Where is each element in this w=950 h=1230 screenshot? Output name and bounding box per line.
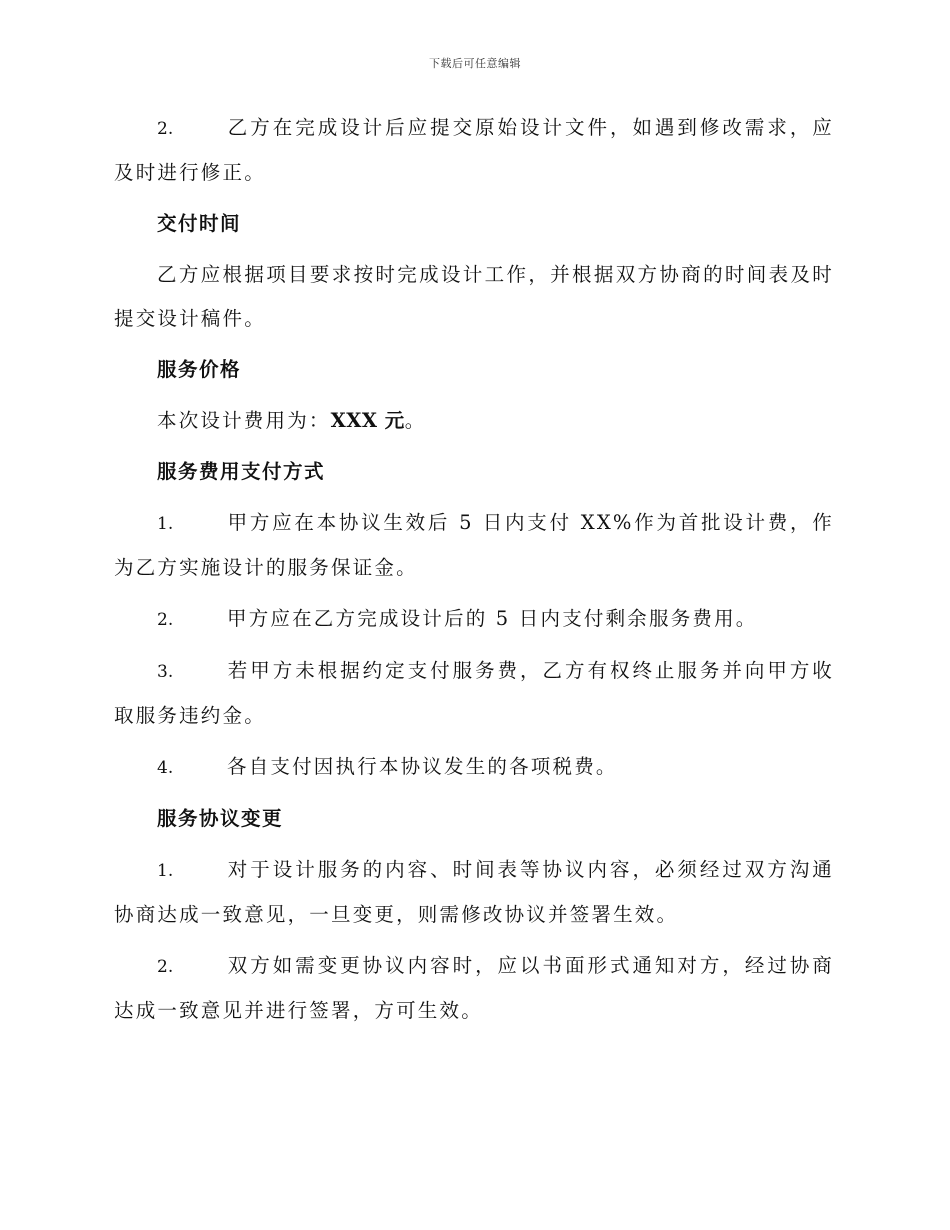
item-text: 乙方在完成设计后应提交原始设计文件，如遇到修改需求，应及时进行修正。 (114, 116, 834, 184)
item-text: 各自支付因执行本协议发生的各项税费。 (227, 755, 618, 778)
delivery-paragraph: 乙方应根据项目要求按时完成设计工作，并根据双方协商的时间表及时提交设计稿件。 (114, 263, 834, 330)
section-heading-delivery: 交付时间 (157, 212, 242, 235)
item-number: 2. (157, 957, 174, 977)
item-text: 若甲方未根据约定支付服务费，乙方有权终止服务并向甲方收取服务违约金。 (114, 659, 834, 727)
item-text: 双方如需变更协议内容时，应以书面形式通知对方，经过协商达成一致意见并进行签署，方可生效。 (114, 954, 834, 1022)
section-heading-price: 服务价格 (157, 358, 242, 381)
item-text: 对于设计服务的内容、时间表等协议内容，必须经过双方沟通协商达成一致意见，一旦变更，则需修改协议并签署生效。 (114, 858, 834, 926)
item-number: 1. (157, 514, 174, 534)
price-paragraph (114, 399, 834, 443)
list-item (114, 597, 834, 642)
list-item (114, 745, 834, 790)
list-item (114, 106, 834, 195)
price-suffix: 。 (404, 409, 427, 432)
item-number: 3. (157, 662, 174, 682)
page-header-note: 下载后可任意编辑 (429, 57, 521, 70)
list-item (114, 944, 834, 1033)
price-amount: XXX 元 (330, 409, 405, 432)
list-item (114, 649, 834, 738)
document-body (114, 106, 834, 1040)
list-item (114, 501, 834, 590)
item-text: 甲方应在乙方完成设计后的 5 日内支付剩余服务费用。 (227, 607, 758, 630)
item-number: 2. (157, 610, 174, 630)
list-item (114, 848, 834, 937)
item-number: 4. (157, 758, 174, 778)
price-prefix: 本次设计费用为： (157, 409, 331, 432)
item-number: 2. (157, 119, 174, 139)
item-number: 1. (157, 861, 174, 881)
section-heading-payment: 服务费用支付方式 (157, 460, 326, 483)
item-text: 甲方应在本协议生效后 5 日内支付 XX%作为首批设计费，作为乙方实施设计的服务保证金。 (114, 511, 834, 579)
section-heading-change: 服务协议变更 (157, 807, 284, 830)
